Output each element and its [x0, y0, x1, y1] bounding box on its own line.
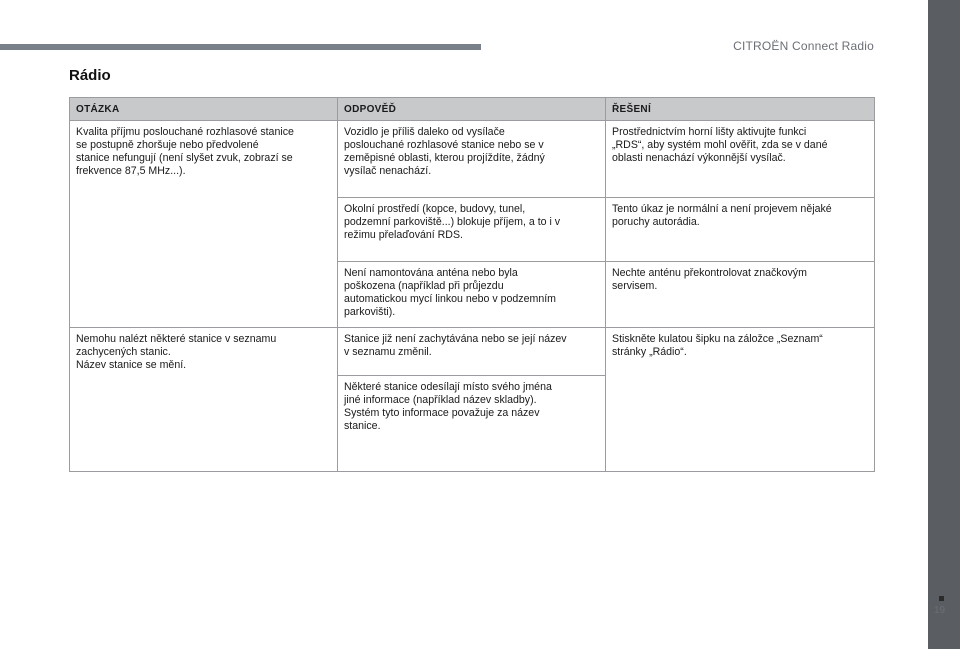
text-line: Stiskněte kulatou šipku na záložce „Seznam“ [612, 333, 823, 345]
text-line: poruchy autorádia. [612, 216, 700, 228]
text-line: frekvence 87,5 MHz...). [76, 165, 186, 177]
answer-cell [338, 121, 606, 198]
text-line: Název stanice se mění. [76, 359, 187, 371]
table-header-row [70, 98, 875, 121]
text-line: režimu přelaďování RDS. [344, 229, 463, 241]
text-line: vysílač nenachází. [344, 165, 432, 177]
text-line: oblasti nenachází výkonnější vysílač. [612, 152, 786, 164]
text-line: Vozidlo je příliš daleko od vysílače [344, 126, 505, 138]
text-line: poškozena (například při průjezdu [344, 280, 504, 292]
text-line: parkovišti). [344, 306, 396, 318]
text-line: Nemohu nalézt některé stanice v seznamu [76, 333, 277, 345]
text-line: v seznamu změnil. [344, 346, 432, 358]
text-line: stránky „Rádio“. [612, 346, 687, 358]
text-line: Tento úkaz je normální a není projevem nějaké [612, 203, 832, 215]
section-title: Rádio [69, 67, 111, 84]
answer-cell [338, 376, 606, 472]
side-band [928, 0, 960, 649]
header-accent-bar [0, 44, 481, 50]
page-marker [939, 596, 944, 601]
text-line: se postupně zhoršuje nebo předvolené [76, 139, 259, 151]
text-line: Nechte anténu překontrolovat značkovým [612, 267, 807, 279]
text-line: zeměpisné oblasti, kterou projíždíte, žádný [344, 152, 545, 164]
solution-cell [606, 328, 875, 472]
text-line: Některé stanice odesílají místo svého jména [344, 381, 552, 393]
text-line: podzemní parkoviště...) blokuje příjem, a to i v [344, 216, 561, 228]
answer-cell [338, 262, 606, 328]
question-cell [70, 121, 338, 328]
table-row [70, 328, 875, 376]
header-question: OTÁZKA [70, 98, 338, 121]
faq-table [69, 97, 875, 472]
text-line: Okolní prostředí (kopce, budovy, tunel, [344, 203, 526, 215]
text-line: Stanice již není zachytávána nebo se její název [344, 333, 567, 345]
header-answer: ODPOVĚĎ [338, 98, 606, 121]
question-cell [70, 328, 338, 472]
text-line: jiné informace (například název skladby). [344, 394, 537, 406]
answer-cell [338, 198, 606, 262]
text-line: stanice. [344, 420, 381, 432]
text-line: stanice nefungují (není slyšet zvuk, zobrazí se [76, 152, 293, 164]
solution-cell [606, 121, 875, 198]
text-line: Není namontována anténa nebo byla [344, 267, 518, 279]
page-number: 19 [934, 605, 946, 616]
text-line: Systém tyto informace považuje za název [344, 407, 540, 419]
answer-cell [338, 328, 606, 376]
header-solution: ŘEŠENÍ [606, 98, 875, 121]
text-line: servisem. [612, 280, 658, 292]
text-line: poslouchané rozhlasové stanice nebo se v [344, 139, 544, 151]
table-row [70, 121, 875, 198]
brand-title: CITROËN Connect Radio [733, 39, 874, 53]
solution-cell [606, 198, 875, 262]
text-line: automatickou mycí linkou nebo v podzemním [344, 293, 556, 305]
text-line: Prostřednictvím horní lišty aktivujte funkci [612, 126, 807, 138]
text-line: „RDS“, aby systém mohl ověřit, zda se v dané [612, 139, 828, 151]
text-line: Kvalita příjmu poslouchané rozhlasové stanice [76, 126, 294, 138]
solution-cell [606, 262, 875, 328]
text-line: zachycených stanic. [76, 346, 171, 358]
